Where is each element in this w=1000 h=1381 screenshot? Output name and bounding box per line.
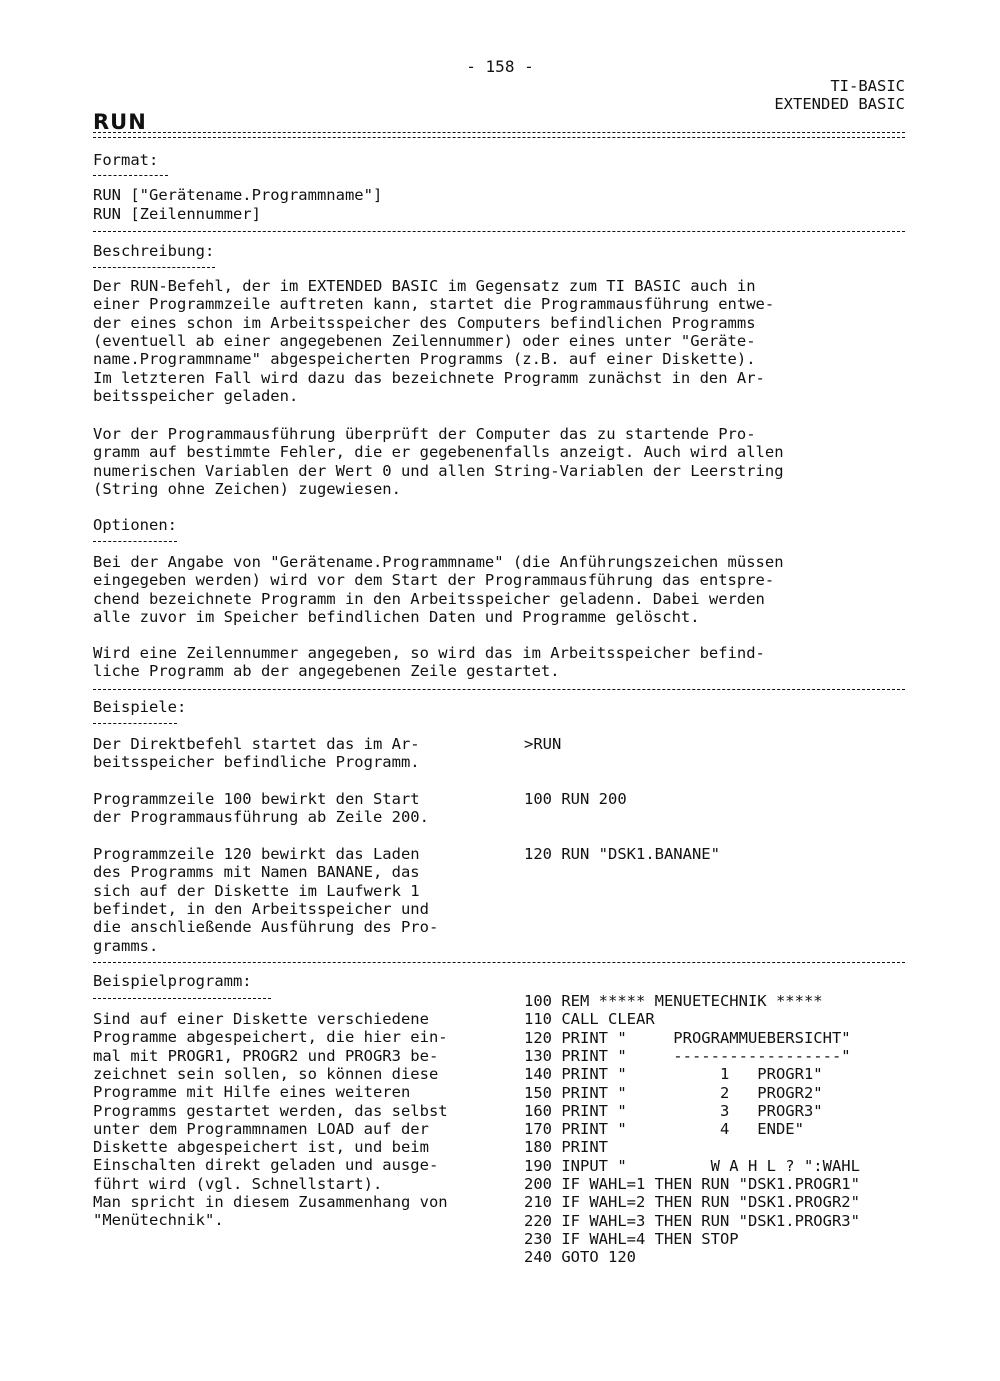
code-line: 210 IF WAHL=2 THEN RUN "DSK1.PROGR2" — [524, 1193, 860, 1212]
beschreibung-heading-underline — [93, 267, 215, 268]
beispiele-heading-underline — [93, 723, 177, 724]
format-line-2: RUN [Zeilennummer] — [93, 205, 261, 223]
code-line: 240 GOTO 120 — [524, 1248, 636, 1267]
code-line: 220 IF WAHL=3 THEN RUN "DSK1.PROGR3" — [524, 1211, 860, 1230]
code-line: 190 INPUT " W A H L ? ":WAHL — [524, 1156, 860, 1175]
beispielprogramm-text: Programms gestartet werden, das selbst — [93, 1101, 448, 1120]
beschreibung-line: Vor der Programmausführung überprüft der Computer das zu startende Pro- — [93, 425, 756, 443]
beispiel-3-text: gramms. — [93, 936, 159, 955]
beschreibung-line: name.Programmname" abgespeicherten Programms (z.B. auf einer Diskette). — [93, 350, 756, 369]
beispiel-2-code: 100 RUN 200 — [524, 790, 627, 808]
beschreibung-line: (String ohne Zeichen) zugewiesen. — [93, 479, 401, 498]
section-rule — [93, 689, 905, 690]
optionen-line: eingegeben werden) wird vor dem Start der Programmausführung das entspre- — [93, 571, 775, 590]
beschreibung-line: Der RUN-Befehl, der im EXTENDED BASIC im Gegensatz zum TI BASIC auch in — [93, 277, 756, 295]
optionen-line: chend bezeichnete Programm in den Arbeitsspeicher geladenn. Dabei werden — [93, 589, 765, 608]
beispielprogramm-text: Programme mit Hilfe eines weiteren — [93, 1083, 411, 1102]
beispiel-3-text: sich auf der Diskette im Laufwerk 1 — [93, 881, 420, 900]
beispiel-2-text: Programmzeile 100 bewirkt den Start — [93, 790, 420, 808]
code-line: 140 PRINT " 1 PROGR1" — [524, 1065, 823, 1084]
page-number: - 158 - — [466, 57, 534, 76]
optionen-heading: Optionen: — [93, 516, 177, 534]
beispiele-heading: Beispiele: — [93, 698, 187, 716]
optionen-line: liche Programm ab der angegebenen Zeile gestartet. — [93, 662, 560, 681]
beispiel-2-text: der Programmausführung ab Zeile 200. — [93, 808, 429, 827]
code-line: 170 PRINT " 4 ENDE" — [524, 1120, 804, 1139]
section-rule — [93, 231, 905, 232]
format-heading: Format: — [93, 151, 159, 169]
beispielprogramm-heading-underline — [93, 998, 271, 999]
beschreibung-line: numerischen Variablen der Wert 0 und allen String-Variablen der Leerstring — [93, 461, 784, 480]
beschreibung-heading: Beschreibung: — [93, 242, 215, 260]
beispielprogramm-text: Diskette abgespeichert ist, und beim — [93, 1138, 429, 1157]
beispielprogramm-text: Sind auf einer Diskette verschiedene — [93, 1010, 429, 1028]
beispielprogramm-heading: Beispielprogramm: — [93, 972, 252, 990]
beschreibung-line: gramm auf bestimmte Fehler, die er gegebenenfalls anzeigt. Auch wird allen — [93, 443, 784, 462]
beispiel-3-code: 120 RUN "DSK1.BANANE" — [524, 845, 720, 863]
code-line: 130 PRINT " ------------------" — [524, 1046, 851, 1065]
beispiel-3-text: des Programms mit Namen BANANE, das — [93, 863, 420, 882]
header-line-ti-basic: TI-BASIC — [830, 77, 905, 95]
format-heading-underline — [93, 175, 168, 176]
beispielprogramm-text: "Menütechnik". — [93, 1211, 224, 1230]
format-line-1: RUN ["Gerätename.Programmname"] — [93, 186, 383, 204]
beispiel-1-text: Der Direktbefehl startet das im Ar- — [93, 735, 420, 753]
beispiel-3-text: die anschließende Ausführung des Pro- — [93, 918, 439, 937]
optionen-line: alle zuvor im Speicher befindlichen Daten und Programme gelöscht. — [93, 607, 700, 626]
beispielprogramm-text: führt wird (vgl. Schnellstart). — [93, 1174, 383, 1193]
code-line: 160 PRINT " 3 PROGR3" — [524, 1101, 823, 1120]
code-line: 230 IF WAHL=4 THEN STOP — [524, 1229, 739, 1248]
code-line: 100 REM ***** MENUETECHNIK ***** — [524, 992, 823, 1010]
code-line: 180 PRINT — [524, 1138, 608, 1157]
optionen-line: Wird eine Zeilennummer angegeben, so wird das im Arbeitsspeicher befind- — [93, 644, 765, 662]
beispielprogramm-text: zeichnet sein sollen, so können diese — [93, 1064, 439, 1083]
beschreibung-line: der eines schon im Arbeitsspeicher des Computers befindlichen Programms — [93, 313, 756, 332]
beispiel-1-text: beitsspeicher befindliche Programm. — [93, 753, 420, 772]
code-line: 200 IF WAHL=1 THEN RUN "DSK1.PROGR1" — [524, 1175, 860, 1193]
section-title: RUN — [93, 110, 147, 134]
beispielprogramm-text: mal mit PROGR1, PROGR2 und PROGR3 be- — [93, 1046, 439, 1065]
optionen-line: Bei der Angabe von "Gerätename.Programmname" (die Anführungszeichen müssen — [93, 553, 784, 571]
title-double-rule — [93, 132, 905, 138]
beschreibung-line: einer Programmzeile auftreten kann, startet die Programmausführung entwe- — [93, 295, 775, 314]
beschreibung-line: Im letzteren Fall wird dazu das bezeichnete Programm zunächst in den Ar- — [93, 368, 765, 387]
beispielprogramm-text: Man spricht in diesem Zusammenhang von — [93, 1193, 448, 1211]
beispiel-3-text: Programmzeile 120 bewirkt das Laden — [93, 845, 420, 863]
beispiel-1-code: >RUN — [524, 735, 562, 753]
beispielprogramm-text: Einschalten direkt geladen und ausge- — [93, 1156, 439, 1175]
code-line: 150 PRINT " 2 PROGR2" — [524, 1083, 823, 1102]
code-line: 110 CALL CLEAR — [524, 1010, 655, 1029]
beschreibung-line: (eventuell ab einer angegebenen Zeilennummer) oder eines unter "Geräte- — [93, 331, 756, 350]
optionen-heading-underline — [93, 541, 177, 542]
beispielprogramm-text: Programme abgespeichert, die hier ein- — [93, 1028, 448, 1047]
beschreibung-line: beitsspeicher geladen. — [93, 386, 299, 405]
section-rule — [93, 962, 905, 963]
beispiel-3-text: befindet, in den Arbeitsspeicher und — [93, 899, 429, 918]
header-line-extended-basic: EXTENDED BASIC — [774, 95, 905, 113]
code-line: 120 PRINT " PROGRAMMUEBERSICHT" — [524, 1028, 851, 1047]
beispielprogramm-text: unter dem Programmnamen LOAD auf der — [93, 1119, 429, 1138]
